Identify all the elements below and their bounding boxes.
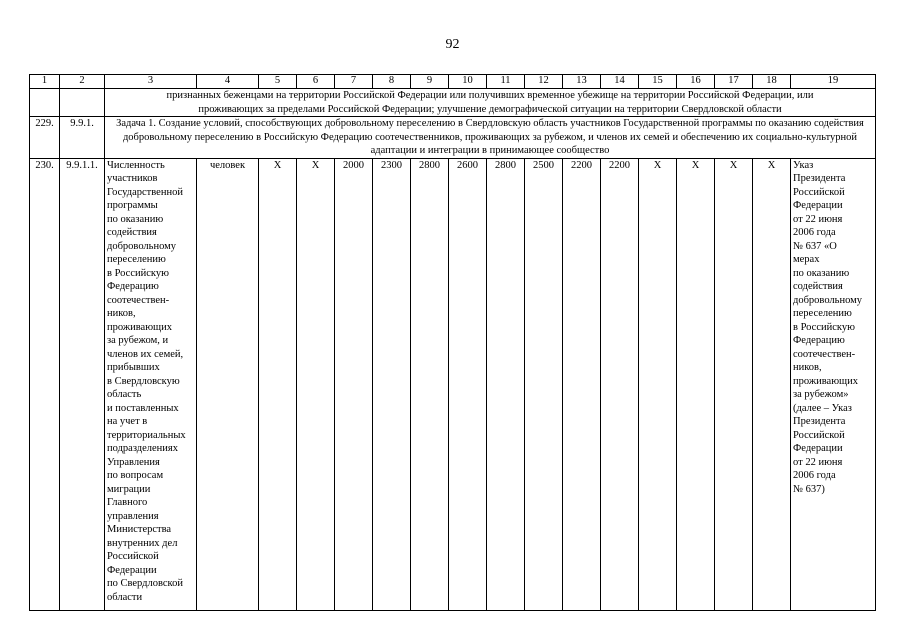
indicator-name-line: управления (107, 510, 159, 522)
indicator-name-line: содействия (107, 227, 157, 238)
indicator-name-line: Численность (107, 159, 165, 171)
indicator-name-line: территориальных (107, 429, 186, 441)
value-cell: 2200 (563, 158, 601, 610)
column-number-row (30, 75, 876, 89)
note-line: переселению (793, 308, 852, 319)
note-line: Российской (793, 186, 845, 198)
value-cell: 2300 (373, 158, 411, 610)
indicator-name-line: миграции (107, 483, 151, 495)
column-header: 9 (411, 75, 449, 89)
indicator-name-line: Федерацию (107, 281, 159, 292)
note-line: мерах (793, 254, 820, 265)
column-header: 15 (639, 75, 677, 89)
indicator-name-line: по вопросам (107, 470, 164, 481)
value-cell: X (715, 158, 753, 610)
indicator-name-line: за рубежом, и (107, 335, 169, 346)
note-line: за рубежом» (793, 389, 849, 400)
note-line: от 22 июня (793, 456, 843, 468)
indicator-name-line: Управления (107, 456, 160, 468)
note-line: (далее – Указ (793, 402, 852, 414)
indicator-name-line: на учет в (107, 416, 148, 427)
value-cell: X (677, 158, 715, 610)
column-header: 1 (30, 75, 60, 89)
note-line: Указ (793, 159, 814, 171)
value-cell: 2500 (525, 158, 563, 610)
indicator-name-line: по Свердловской (107, 578, 183, 589)
row-code: 9.9.1. (60, 117, 105, 159)
note-line: Федерации (793, 443, 843, 454)
note-line: 2006 года (793, 470, 836, 481)
indicator-name-line: членов их семей, (107, 348, 184, 360)
column-header: 2 (60, 75, 105, 89)
indicator-name-line: участников (107, 173, 158, 184)
indicator-name-line: область (107, 389, 142, 400)
value-cell: X (259, 158, 297, 610)
column-header: 3 (105, 75, 197, 89)
indicator-name-line: Главного (107, 497, 148, 508)
column-header: 17 (715, 75, 753, 89)
column-header: 5 (259, 75, 297, 89)
note-line: ников, (793, 362, 822, 373)
indicator-name-line: переселению (107, 254, 166, 265)
indicator-name-line: добровольному (107, 240, 177, 252)
indicator-name-line: Федерации (107, 564, 157, 576)
note-line: от 22 июня (793, 213, 843, 225)
unit-cell: человек (197, 158, 259, 610)
value-cell: 2000 (335, 158, 373, 610)
column-header: 19 (791, 75, 876, 89)
indicator-name-line: Российской (107, 551, 159, 562)
section-row (30, 89, 876, 117)
indicator-name-line: внутренних дел (107, 537, 178, 549)
column-header: 16 (677, 75, 715, 89)
column-header: 14 (601, 75, 639, 89)
indicator-name-line: подразделениях (107, 443, 178, 454)
column-header: 12 (525, 75, 563, 89)
legal-basis-note (791, 158, 876, 610)
indicator-name-line: прибывших (107, 362, 160, 373)
value-cell: 2800 (411, 158, 449, 610)
column-header: 6 (297, 75, 335, 89)
indicator-name (105, 158, 197, 610)
note-line: проживающих (793, 375, 859, 387)
value-cell: 2200 (601, 158, 639, 610)
indicator-table (29, 74, 876, 611)
row-number: 230. (30, 158, 60, 610)
indicator-row (30, 158, 876, 610)
task-text: Задача 1. Создание условий, способствующих добровольному переселению в Свердловскую область участников Государственной программы по оказанию содействия добровольному переселению в Российскую Федерацию соотечественников, проживающих за рубежом, и членов их семей и обеспечению их социально-культурной адаптации и интеграции в принимающее сообщество (105, 117, 876, 159)
note-line: Федерации (793, 200, 843, 211)
page-number: 92 (445, 37, 460, 52)
note-line: Президента (793, 416, 846, 427)
note-line: Президента (793, 173, 846, 184)
value-cell: 2800 (487, 158, 525, 610)
column-header: 13 (563, 75, 601, 89)
indicator-name-line: в Свердловскую (107, 375, 180, 387)
note-line: 2006 года (793, 227, 836, 238)
note-line: № 637 «О (793, 240, 837, 252)
indicator-name-line: ников, (107, 308, 136, 319)
indicator-name-line: соотечествен- (107, 294, 170, 306)
row-number: 229. (30, 117, 60, 159)
indicator-name-line: по оказанию (107, 213, 164, 225)
section-text: признанных беженцами на территории Российской Федерации или получивших временное убежище на территории Российской Федерации, или проживающих за пределами Российской Федерации; улучшение демографической ситуации на территории Свердловской области (105, 89, 876, 117)
note-line: соотечествен- (793, 348, 856, 360)
value-cell: X (297, 158, 335, 610)
task-row (30, 117, 876, 159)
indicator-name-line: и поставленных (107, 402, 179, 414)
value-cell: X (753, 158, 791, 610)
indicator-name-line: проживающих (107, 321, 173, 333)
empty-cell (60, 89, 105, 117)
column-header: 10 (449, 75, 487, 89)
indicator-name-line: в Российскую (107, 267, 169, 279)
indicator-name-line: Министерства (107, 524, 172, 535)
note-line: № 637) (793, 483, 825, 495)
indicator-name-line: Государственной (107, 186, 183, 198)
column-header: 18 (753, 75, 791, 89)
value-cell: 2600 (449, 158, 487, 610)
note-line: Российской (793, 429, 845, 441)
note-line: Федерацию (793, 335, 845, 346)
note-line: добровольному (793, 294, 863, 306)
column-header: 8 (373, 75, 411, 89)
column-header: 7 (335, 75, 373, 89)
indicator-name-line: области (107, 591, 143, 603)
indicator-name-line: программы (107, 200, 158, 211)
value-cell: X (639, 158, 677, 610)
note-line: в Российскую (793, 321, 855, 333)
column-header: 4 (197, 75, 259, 89)
empty-cell (30, 89, 60, 117)
note-line: по оказанию (793, 267, 850, 279)
column-header: 11 (487, 75, 525, 89)
note-line: содействия (793, 281, 843, 292)
row-code: 9.9.1.1. (60, 158, 105, 610)
